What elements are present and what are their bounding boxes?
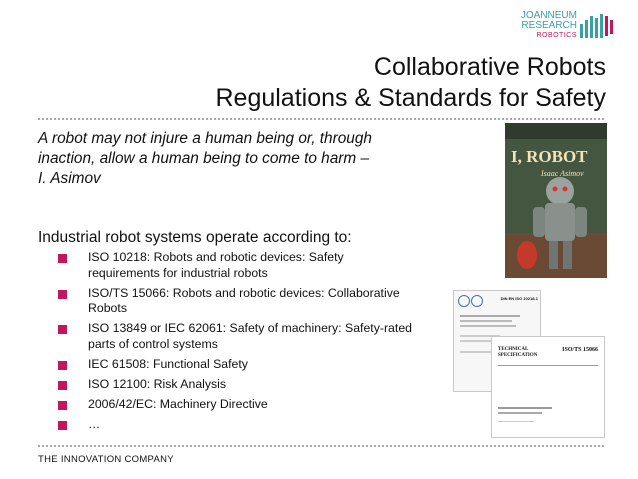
lead-text: Industrial robot systems operate according to:: [38, 229, 352, 246]
list-item: IEC 61508: Functional Safety: [58, 357, 418, 373]
book-author: Isaac Asimov: [541, 169, 584, 178]
book-title: I, ROBOT: [511, 147, 588, 166]
list-item: ISO/TS 15066: Robots and robotic devices: Collaborative Robots: [58, 286, 418, 317]
bullet-square-icon: [58, 290, 67, 299]
iso-logo-icon: [471, 295, 483, 307]
din-logo-icon: [458, 295, 470, 307]
top-divider: [38, 118, 604, 120]
bullet-square-icon: [58, 325, 67, 334]
joanneum-research-logo: [503, 8, 633, 48]
doc2-label: TECHNICAL SPECIFICATION: [498, 347, 538, 358]
logo-text: [503, 11, 577, 41]
bullet-square-icon: [58, 421, 67, 430]
standards-documents-image: [453, 290, 604, 438]
bullet-square-icon: [58, 401, 67, 410]
bottom-divider: [38, 445, 604, 447]
doc2-number: ISO/TS 15066: [562, 347, 598, 353]
i-robot-book-cover: [505, 123, 607, 278]
list-item: ISO 13849 or IEC 62061: Safety of machinery: Safety-rated parts of control systems: [58, 321, 418, 352]
list-item: …: [58, 417, 418, 433]
title-line-1: Collaborative Robots: [373, 53, 606, 81]
bullet-square-icon: [58, 361, 67, 370]
list-item: 2006/42/EC: Machinery Directive: [58, 397, 418, 413]
logo-mark-icon: [580, 12, 630, 40]
standards-list: [58, 250, 418, 437]
logo-line-1: JOANNEUM: [520, 10, 577, 21]
logo-line-3: ROBOTICS: [536, 32, 577, 39]
slide-title: [215, 52, 606, 114]
asimov-quote: A robot may not injure a human being or, through inaction, allow a human being to come to harm – I. Asimov: [38, 130, 372, 187]
list-item: ISO 12100: Risk Analysis: [58, 377, 418, 393]
logo-line-2: RESEARCH: [521, 20, 577, 31]
title-line-2: Regulations & Standards for Safety: [215, 84, 606, 112]
list-item: ISO 10218: Robots and robotic devices: Safety requirements for industrial robots: [58, 250, 418, 281]
bullet-square-icon: [58, 254, 67, 263]
doc1-heading: DIN EN ISO 10218-1: [500, 296, 538, 301]
bullet-square-icon: [58, 381, 67, 390]
document-iso-ts-15066: [491, 336, 605, 438]
footer-tagline: THE INNOVATION COMPANY: [38, 454, 174, 465]
